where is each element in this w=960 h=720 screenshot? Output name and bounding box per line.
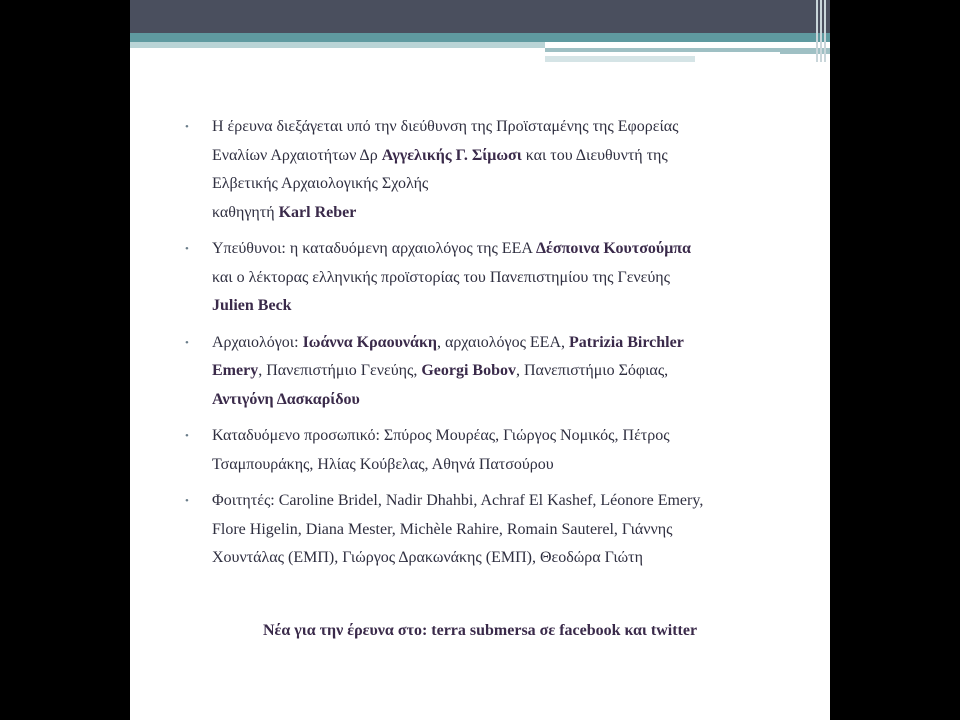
text-segment: , Πανεπιστήμιο Γενεύης, — [258, 362, 422, 379]
bold-name: Δέσποινα Κουτσούμπα — [536, 240, 691, 257]
text-segment: καθηγητή — [212, 203, 279, 221]
text-segment: Η έρευνα διεξάγεται υπό την διεύθυνση της Προϊσταμένης της Εφορείας — [212, 118, 679, 135]
text-segment: και ο λέκτορας ελληνικής προϊστορίας του Πανεπιστημίου της Γενεύης — [212, 268, 671, 286]
bold-name: Αντιγόνη Δασκαρίδου — [212, 390, 360, 408]
bold-name: Emery — [212, 362, 259, 379]
text-segment: Εναλίων Αρχαιοτήτων Δρ — [212, 146, 382, 164]
text-segment: Τσαμπουράκης, Ηλίας Κούβελας, Αθηνά Πατσούρου — [212, 455, 554, 473]
text-segment: , Πανεπιστήμιο Σόφιας, — [516, 362, 669, 379]
text-line — [212, 292, 780, 321]
bullet-marker: • — [185, 336, 189, 349]
bold-name: Ιωάννα Κραουνάκη — [302, 333, 437, 351]
text-segment: , αρχαιολόγος ΕΕΑ, — [436, 333, 570, 351]
text-line — [212, 544, 780, 573]
bullet-marker: • — [185, 121, 189, 133]
text-line — [212, 199, 780, 228]
text-segment: Φοιτητές: Caroline Bridel, Nadir Dhahbi, Achraf El Kashef, Léonore Emery, — [212, 492, 704, 509]
bold-name: Αγγελικής Γ. Σίμωσι — [381, 146, 522, 164]
bullet-marker: • — [185, 495, 189, 507]
text-segment: Χουντάλας (ΕΜΠ), Γιώργος Δρακωνάκης (ΕΜΠ), Θεοδώρα Γιώτη — [212, 549, 643, 566]
text-line — [212, 516, 780, 545]
header-ornament — [816, 0, 826, 62]
bullet-item — [180, 329, 780, 415]
text-line — [212, 142, 780, 171]
text-line — [212, 264, 780, 293]
text-segment: και του Διευθυντή της — [521, 146, 668, 164]
bold-name: Karl Reber — [278, 203, 357, 221]
text-line — [212, 113, 780, 142]
text-segment: Flore Higelin, Diana Mester, Michèle Rahire, Romain Sauterel, Γιάννης — [212, 520, 673, 538]
text-line — [212, 170, 780, 199]
bullet-item — [180, 487, 780, 573]
bullet-item — [180, 422, 780, 479]
header-divider — [545, 52, 780, 54]
text-segment: Υπεύθυνοι: η καταδυόμενη αρχαιολόγος της ΕΕΑ — [212, 240, 537, 257]
bullet-item — [180, 113, 780, 227]
bullet-item — [180, 235, 780, 321]
text-line — [212, 357, 780, 386]
text-line — [212, 451, 780, 480]
text-segment: Ελβετικής Αρχαιολογικής Σχολής — [212, 175, 429, 192]
bullet-marker: • — [185, 243, 189, 255]
header-stripe-pale — [545, 56, 695, 62]
footer-note: Νέα για την έρευνα στο: terra submersa σε facebook και twitter — [262, 622, 698, 639]
bold-name: Julien Beck — [212, 297, 292, 314]
text-line — [212, 422, 780, 451]
header-stripe — [130, 33, 830, 42]
slide — [130, 0, 830, 720]
header-stripe-light — [130, 42, 545, 48]
slide-content — [180, 113, 780, 581]
bold-name: Patrizia Birchler — [569, 333, 684, 351]
text-segment: Καταδυόμενο προσωπικό: Σπύρος Μουρέας, Γιώργος Νομικός, Πέτρος — [212, 427, 670, 444]
text-segment: Αρχαιολόγοι: — [212, 333, 303, 351]
text-line — [212, 235, 780, 264]
text-line — [212, 487, 780, 516]
text-line — [212, 329, 780, 358]
bold-name: Georgi Bobov — [421, 362, 516, 379]
bullet-marker: • — [185, 430, 189, 442]
text-line — [212, 386, 780, 415]
slide-header-bar — [130, 0, 830, 33]
